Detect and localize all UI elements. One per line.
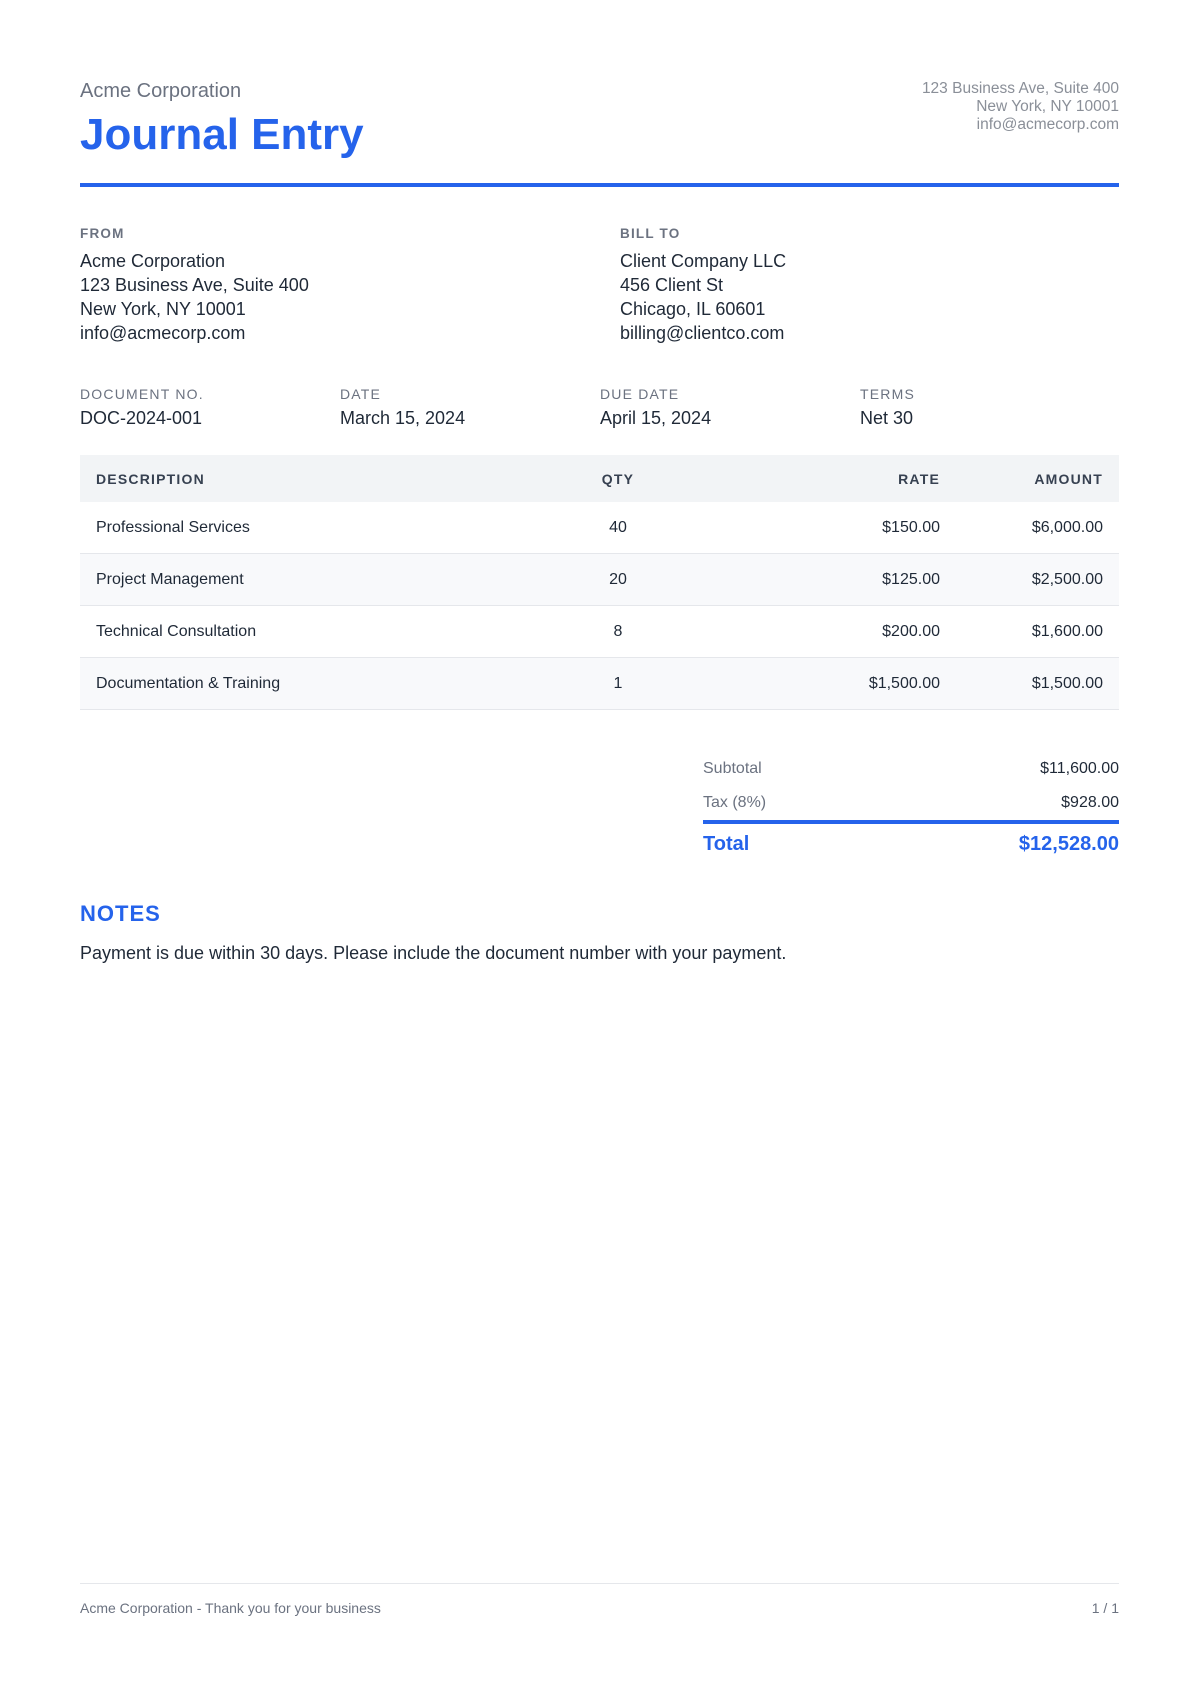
cell-description: Project Management: [80, 554, 512, 606]
footer-text: Acme Corporation - Thank you for your business: [80, 1600, 381, 1616]
line-items-table: [80, 455, 1119, 710]
cell-amount: $6,000.00: [956, 502, 1119, 554]
company-email: info@acmecorp.com: [976, 116, 1119, 133]
totals-block: [703, 752, 1119, 864]
footer-divider: [80, 1583, 1119, 1584]
table-row: [80, 606, 1119, 658]
cell-amount: $2,500.00: [956, 554, 1119, 606]
cell-rate: $1,500.00: [724, 658, 956, 710]
meta-value: DOC-2024-001: [80, 408, 203, 428]
cell-rate: $125.00: [724, 554, 956, 606]
document-title: Journal Entry: [80, 110, 364, 159]
cell-rate: $200.00: [724, 606, 956, 658]
column-header-qty: QTY: [512, 455, 724, 502]
meta-value: April 15, 2024: [600, 408, 712, 428]
subtotal-row: [703, 752, 1119, 786]
cell-qty: 1: [512, 658, 724, 710]
column-header-rate: RATE: [724, 455, 956, 502]
from-label: FROM: [80, 226, 125, 241]
meta-date: [340, 386, 590, 429]
total-row: [703, 824, 1119, 864]
bill-to-line: Chicago, IL 60601: [620, 299, 766, 319]
cell-qty: 8: [512, 606, 724, 658]
cell-qty: 40: [512, 502, 724, 554]
company-address: [922, 80, 1119, 134]
from-block: [80, 226, 540, 345]
meta-due-date: [600, 386, 850, 429]
tax-label: Tax (8%): [703, 794, 767, 811]
column-header-description: DESCRIPTION: [80, 455, 512, 502]
from-line: New York, NY 10001: [80, 299, 246, 319]
cell-rate: $150.00: [724, 502, 956, 554]
notes-heading: NOTES: [80, 901, 161, 926]
total-value: $12,528.00: [1018, 832, 1119, 855]
meta-value: Net 30: [860, 408, 914, 428]
subtotal-label: Subtotal: [703, 760, 762, 777]
bill-to-line: 456 Client St: [620, 275, 724, 295]
cell-description: Documentation & Training: [80, 658, 512, 710]
tax-row: [703, 786, 1119, 820]
meta-label: TERMS: [860, 386, 915, 402]
document-page: [80, 0, 1119, 1683]
table-header-row: [80, 455, 1119, 502]
meta-label: DATE: [340, 386, 382, 402]
bill-to-label: BILL TO: [620, 226, 681, 241]
cell-amount: $1,600.00: [956, 606, 1119, 658]
company-address-line: 123 Business Ave, Suite 400: [921, 80, 1119, 97]
cell-amount: $1,500.00: [956, 658, 1119, 710]
meta-terms: [860, 386, 1110, 429]
table-row: [80, 554, 1119, 606]
from-line: 123 Business Ave, Suite 400: [80, 275, 309, 295]
from-line: info@acmecorp.com: [80, 323, 246, 343]
bill-to-line: Client Company LLC: [620, 251, 787, 271]
meta-label: DUE DATE: [600, 386, 680, 402]
tax-value: $928.00: [1061, 794, 1119, 811]
table-row: [80, 658, 1119, 710]
meta-label: DOCUMENT NO.: [80, 386, 204, 402]
total-label: Total: [703, 832, 750, 855]
notes-text: Payment is due within 30 days. Please include the document number with your payment.: [80, 943, 787, 963]
cell-description: Professional Services: [80, 502, 512, 554]
cell-description: Technical Consultation: [80, 606, 512, 658]
company-name: Acme Corporation: [80, 80, 242, 102]
cell-qty: 20: [512, 554, 724, 606]
header-divider: [80, 183, 1119, 187]
table-row: [80, 502, 1119, 554]
meta-value: March 15, 2024: [340, 408, 466, 428]
from-line: Acme Corporation: [80, 251, 226, 271]
meta-document-no: [80, 386, 330, 429]
subtotal-value: $11,600.00: [1040, 760, 1119, 777]
bill-to-block: [620, 226, 1080, 345]
company-address-line: New York, NY 10001: [976, 98, 1119, 115]
bill-to-line: billing@clientco.com: [620, 323, 785, 343]
column-header-amount: AMOUNT: [956, 455, 1119, 502]
page-number: 1 / 1: [1091, 1600, 1119, 1616]
